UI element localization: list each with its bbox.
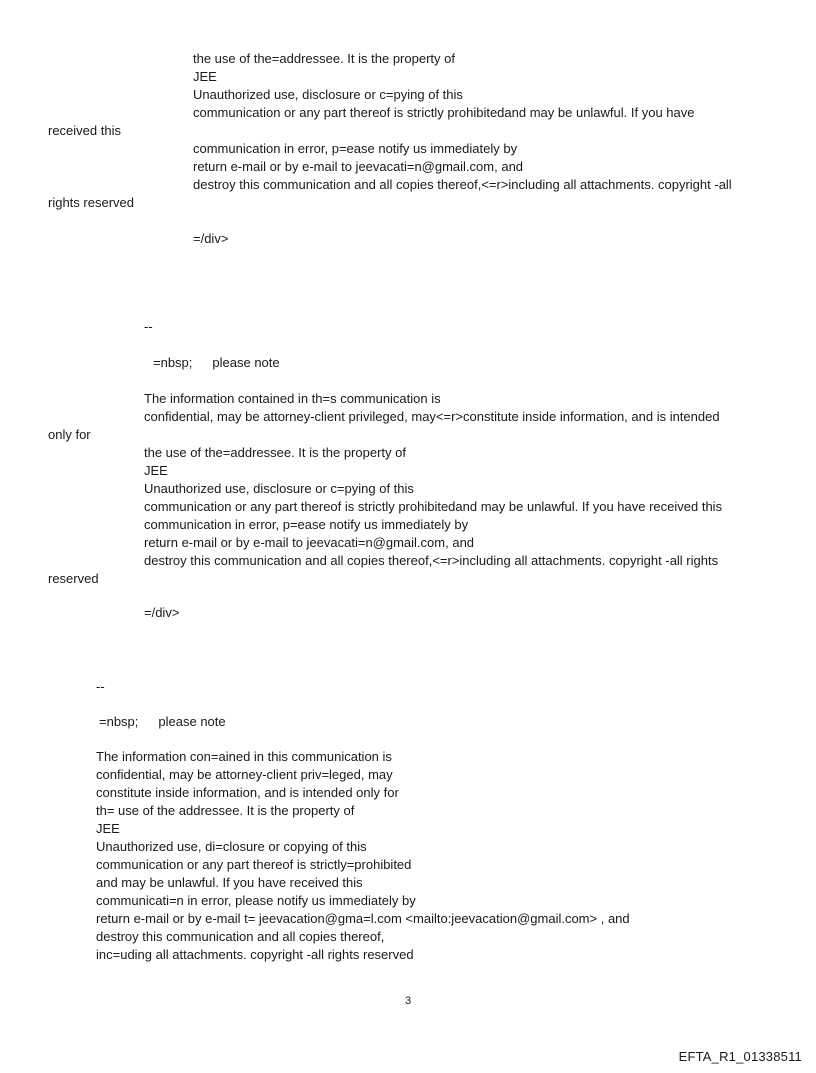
body-line: Unauthorized use, disclosure or c=pying of this xyxy=(144,481,414,496)
body-line: The information contained in th=s communication is xyxy=(144,391,441,406)
body-line: th= use of the addressee. It is the property of xyxy=(96,803,355,818)
page-number: 3 xyxy=(404,995,412,1007)
body-line: communication in error, p=ease notify us immediately by xyxy=(193,141,518,156)
bates-number: EFTA_R1_01338511 xyxy=(678,1049,802,1064)
please-note-text: please note xyxy=(212,355,280,370)
separator-dashes: -- xyxy=(96,679,105,694)
body-line: the use of the=addressee. It is the property of xyxy=(193,51,455,66)
body-line: JEE xyxy=(144,463,168,478)
body-line: Unauthorized use, di=closure or copying of this xyxy=(96,839,367,854)
div-close-tag: =/div> xyxy=(144,605,180,620)
body-line: constitute inside information, and is intended only for xyxy=(96,785,399,800)
body-line: return e-mail or by e-mail to jeevacati=n@gmail.com, and xyxy=(144,535,475,550)
body-line: JEE xyxy=(193,69,217,84)
body-line: return e-mail or by e-mail to jeevacati=n@gmail.com, and xyxy=(193,159,524,174)
body-line: confidential, may be attorney-client privileged, may<=r>constitute inside information, and is intended xyxy=(144,409,720,424)
separator-dashes: -- xyxy=(144,319,153,334)
body-line: the use of the=addressee. It is the property of xyxy=(144,445,406,460)
body-line: communication or any part thereof is strictly prohibitedand may be unlawful. If you have received this xyxy=(144,499,723,514)
body-line: JEE xyxy=(96,821,120,836)
nbsp-entity: =nbsp; xyxy=(99,714,139,729)
body-line: only for xyxy=(48,427,91,442)
body-line: confidential, may be attorney-client priv=leged, may xyxy=(96,767,393,782)
body-line: destroy this communication and all copies thereof,<=r>including all attachments. copyright -all rights xyxy=(144,553,719,568)
please-note-line xyxy=(99,713,226,731)
please-note-text: please note xyxy=(158,714,226,729)
nbsp-entity: =nbsp; xyxy=(153,355,193,370)
body-line: destroy this communication and all copies thereof, xyxy=(96,929,385,944)
please-note-line xyxy=(153,354,280,372)
body-line: destroy this communication and all copies thereof,<=r>including all attachments. copyright -all xyxy=(193,177,732,192)
body-line: communication or any part thereof is strictly=prohibited xyxy=(96,857,412,872)
body-line: The information con=ained in this communication is xyxy=(96,749,392,764)
div-close-tag: =/div> xyxy=(193,231,229,246)
body-line: inc=uding all attachments. copyright -all rights reserved xyxy=(96,947,414,962)
body-line: reserved xyxy=(48,571,99,586)
body-line: communicati=n in error, please notify us immediately by xyxy=(96,893,416,908)
body-line: communication in error, p=ease notify us immediately by xyxy=(144,517,469,532)
body-line: received this xyxy=(48,123,121,138)
body-line: Unauthorized use, disclosure or c=pying of this xyxy=(193,87,463,102)
body-line: and may be unlawful. If you have received this xyxy=(96,875,363,890)
body-line: rights reserved xyxy=(48,195,134,210)
body-line: communication or any part thereof is strictly prohibitedand may be unlawful. If you have xyxy=(193,105,695,120)
body-line: return e-mail or by e-mail t= jeevacation@gma=l.com <mailto:jeevacation@gmail.com> , and xyxy=(96,911,630,926)
